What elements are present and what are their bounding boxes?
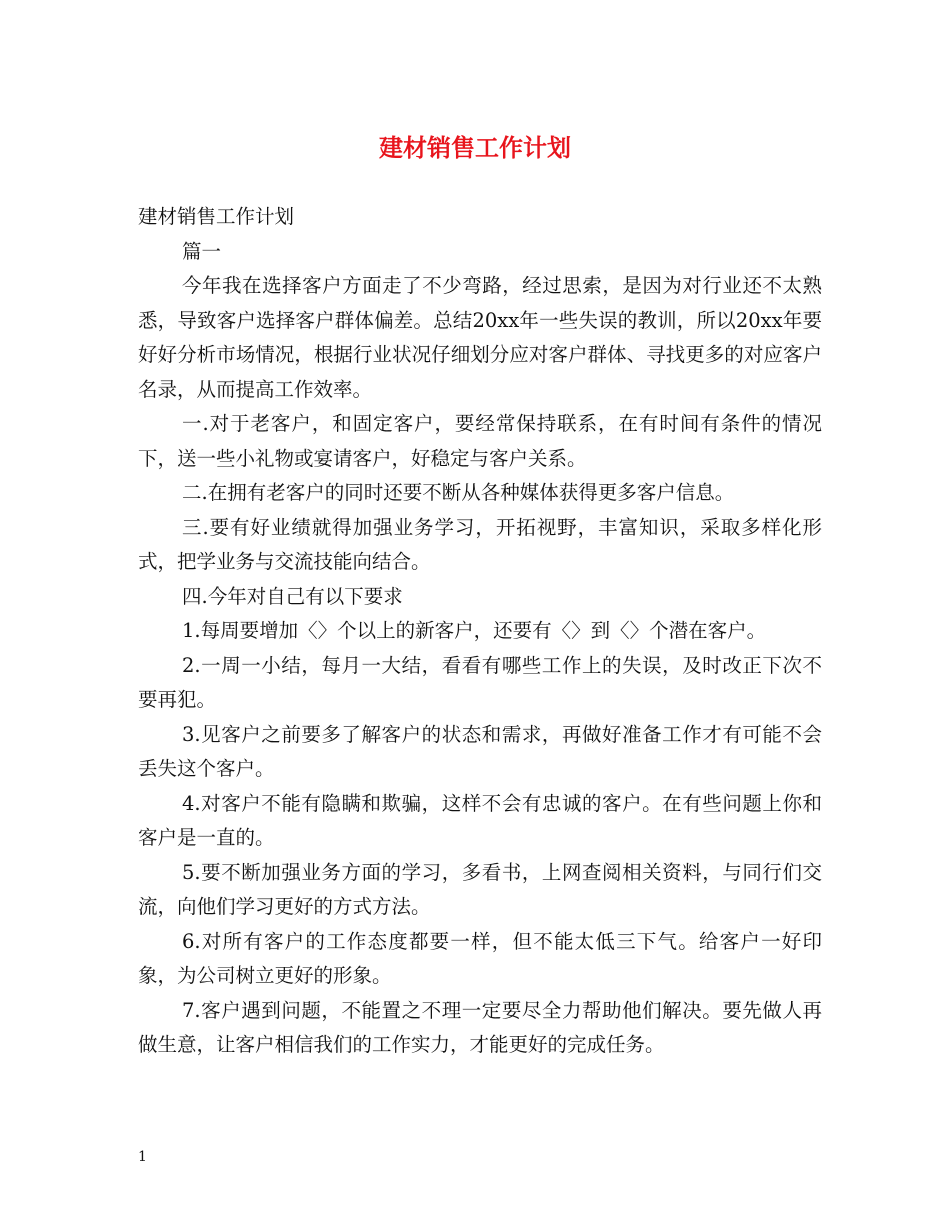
requirement-6: 6.对所有客户的工作态度都要一样，但不能太低三下气。给客户一好印象，为公司树立更好的形象。: [138, 929, 822, 987]
requirement-1: 1.每周要增加〈〉个以上的新客户，还要有〈〉到〈〉个潜在客户。: [182, 619, 767, 642]
document-subtitle: 建材销售工作计划: [138, 205, 295, 228]
paragraph-item-4: 四.今年对自己有以下要求: [182, 584, 403, 608]
requirement-7: 7.客户遇到问题，不能置之不理一定要尽全力帮助他们解决。要先做人再做生意，让客户相信我们的工作实力，才能更好的完成任务。: [138, 998, 822, 1056]
requirement-2: 2.一周一小结，每月一大结，看看有哪些工作上的失误，及时改正下次不要再犯。: [138, 653, 822, 711]
paragraph-item-1: 一.对于老客户，和固定客户，要经常保持联系，在有时间有条件的情况下，送一些小礼物或宴请客户，好稳定与客户关系。: [138, 412, 822, 470]
document-body: [138, 200, 822, 1063]
requirement-3: 3.见客户之前要多了解客户的状态和需求，再做好准备工作才有可能不会丢失这个客户。: [138, 722, 822, 780]
paragraph-item-2: 二.在拥有老客户的同时还要不断从各种媒体获得更多客户信息。: [182, 481, 735, 504]
requirement-5: 5.要不断加强业务方面的学习，多看书，上网查阅相关资料，与同行们交流，向他们学习更好的方式方法。: [138, 860, 822, 918]
paragraph-item-3: 三.要有好业绩就得加强业务学习，开拓视野，丰富知识，采取多样化形式，把学业务与交流技能向结合。: [138, 515, 822, 573]
document-title: 建材销售工作计划: [379, 133, 571, 162]
section-heading: 篇一: [182, 239, 222, 263]
requirement-4: 4.对客户不能有隐瞒和欺骗，这样不会有忠诚的客户。在有些问题上你和客户是一直的。: [138, 791, 822, 849]
page-number: 1: [138, 1149, 147, 1165]
paragraph-intro: 今年我在选择客户方面走了不少弯路，经过思索，是因为对行业还不太熟悉，导致客户选择客户群体偏差。总结20xx年一些失误的教训，所以20xx年要好好分析市场情况，根据行业状况仔细划分应对客户群体、寻找更多的对应客户名录，从而提高工作效率。: [138, 274, 822, 401]
